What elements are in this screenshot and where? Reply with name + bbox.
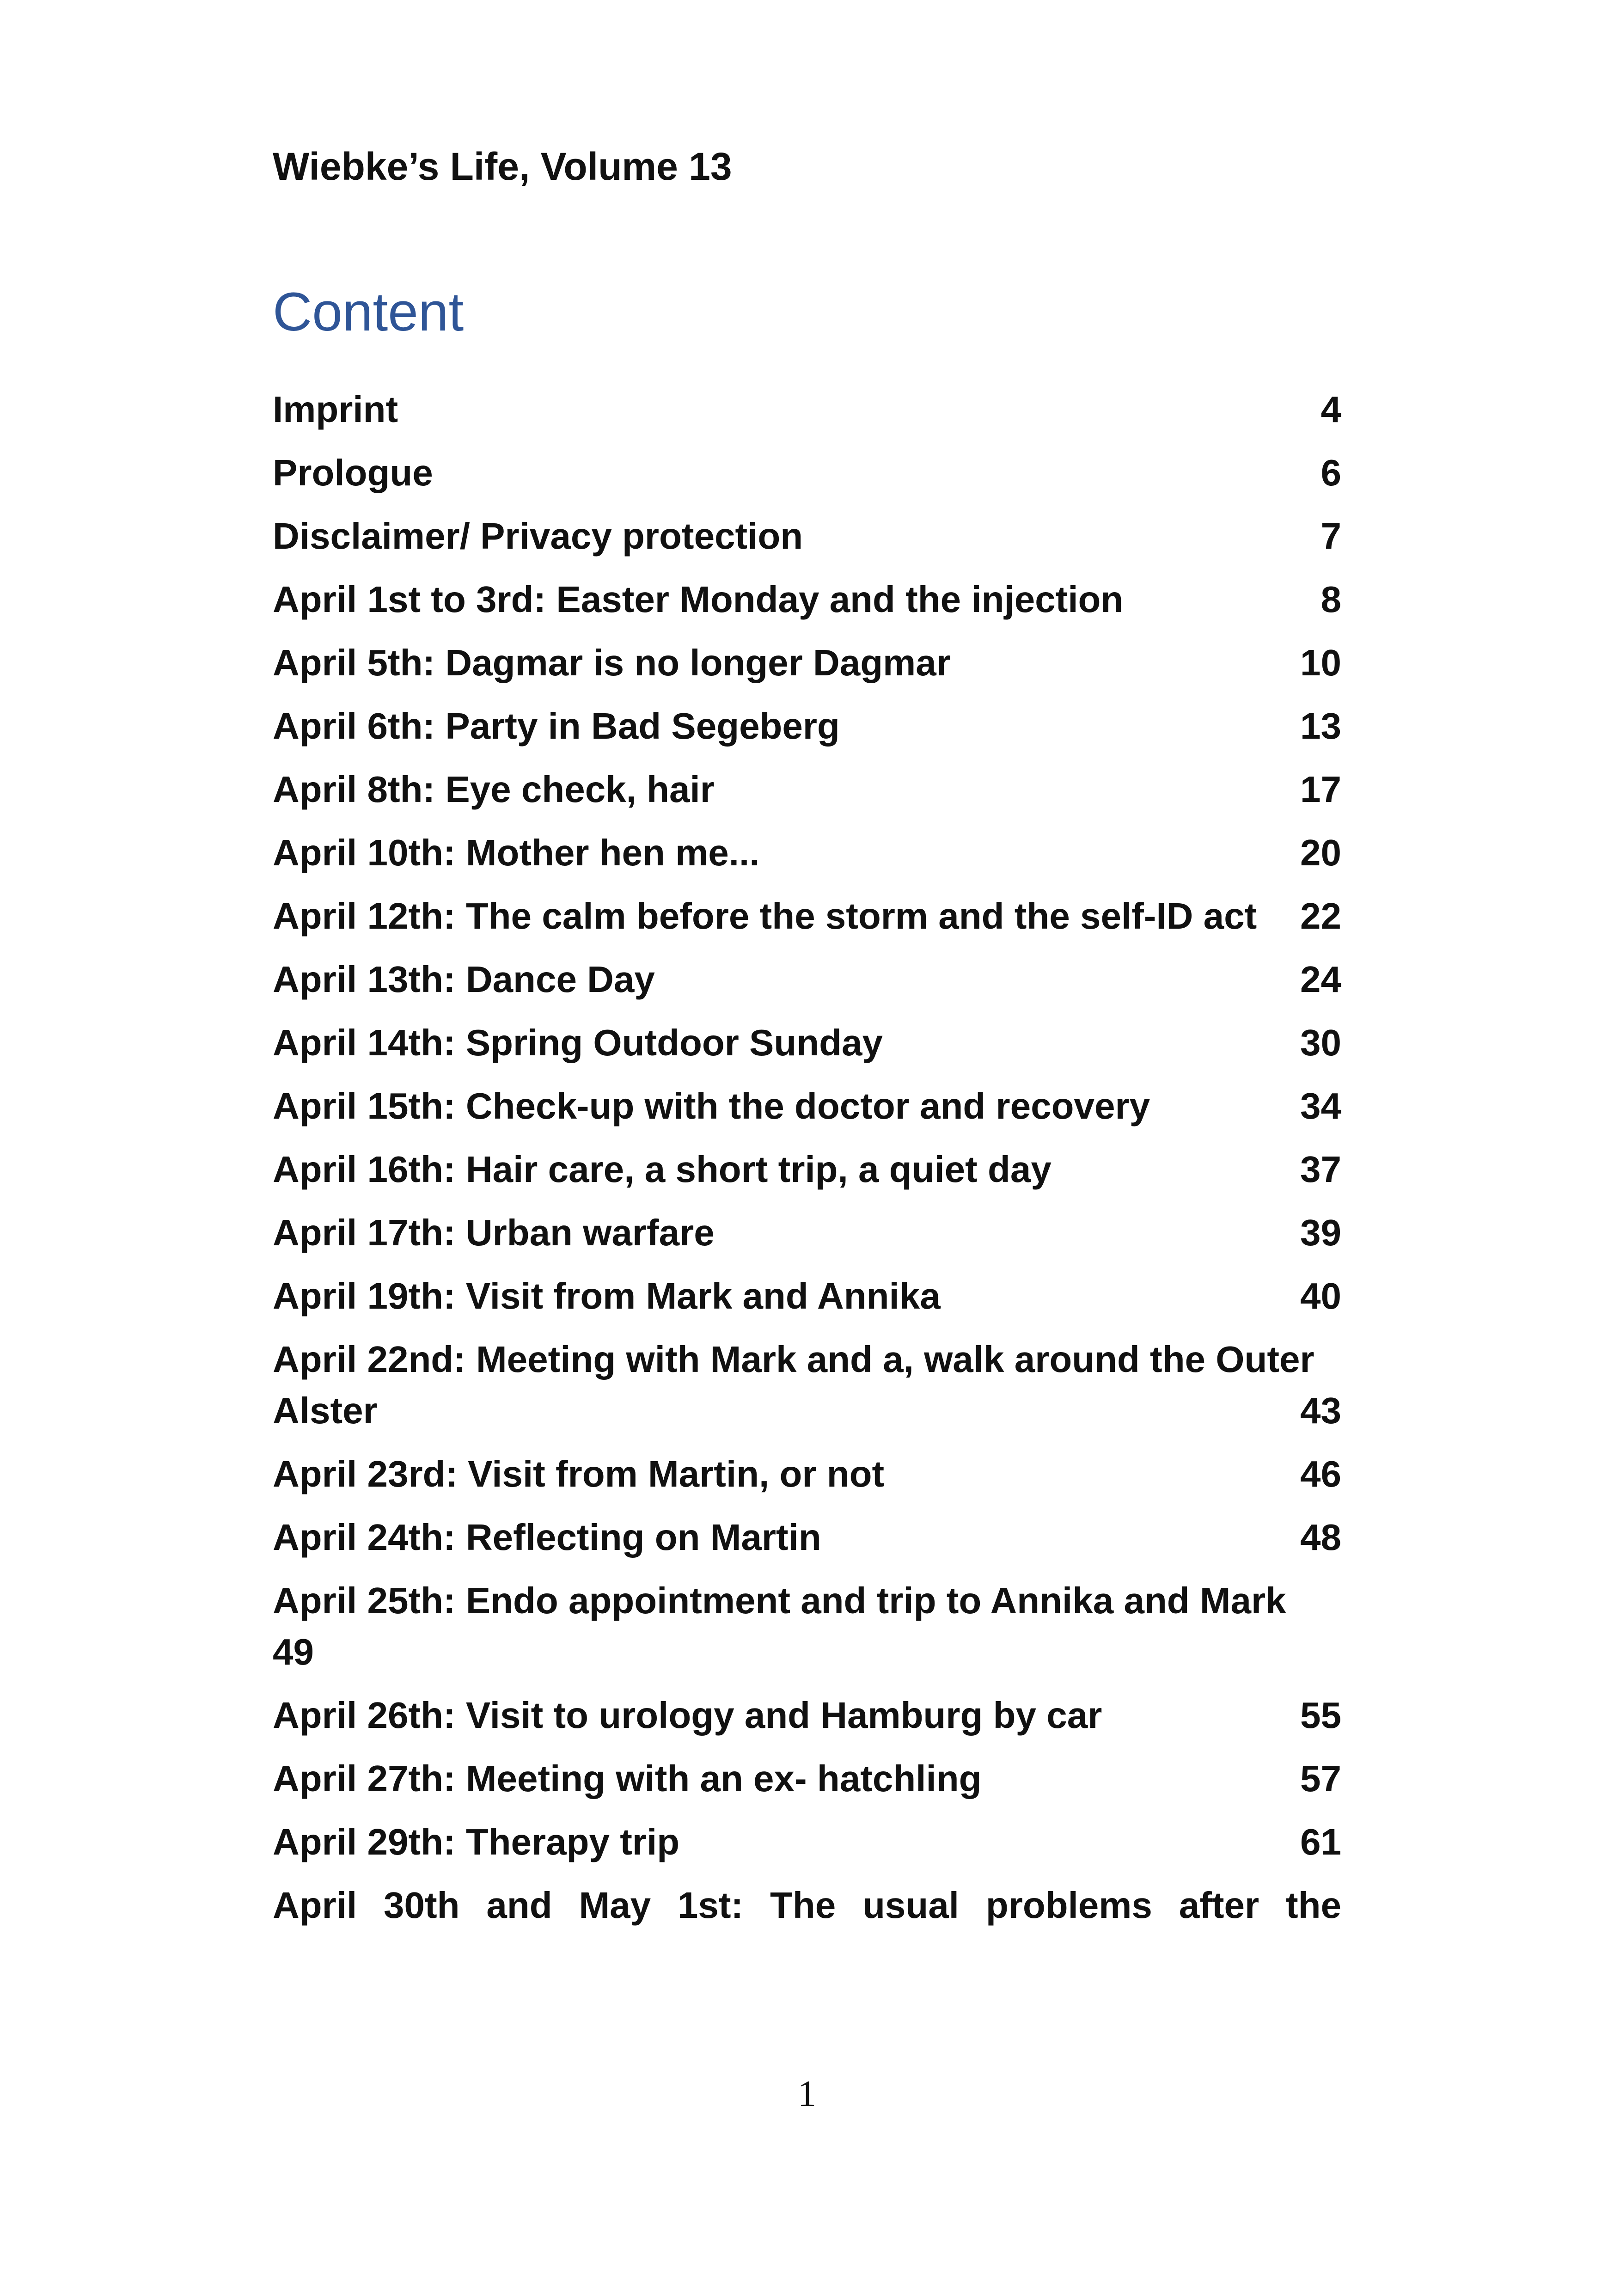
toc-entry-page: 57 <box>1300 1758 1341 1799</box>
toc-entry[interactable] <box>273 764 1341 815</box>
toc-entry[interactable] <box>273 1690 1341 1741</box>
toc-entry-page: 13 <box>1300 705 1341 747</box>
toc-entry[interactable] <box>273 1144 1341 1195</box>
toc-entry-page: 37 <box>1300 1149 1341 1190</box>
toc-entry-title: April 22nd: Meeting with Mark and a, walk around the Outer Alster <box>273 1339 1314 1431</box>
toc-entry[interactable] <box>273 384 1341 435</box>
toc-entry[interactable] <box>273 1753 1341 1804</box>
toc-entry[interactable] <box>273 1448 1341 1500</box>
toc-entry-page: 43 <box>1300 1390 1341 1431</box>
toc-entry-title: April 29th: Therapy trip <box>273 1821 680 1862</box>
toc-entry-title: April 13th: Dance Day <box>273 959 655 1000</box>
toc-entry-title: April 17th: Urban warfare <box>273 1212 715 1253</box>
toc-entry-title: Disclaimer/ Privacy protection <box>273 515 803 557</box>
toc-heading: Content <box>273 282 464 343</box>
toc-entry-page: 6 <box>1321 452 1341 493</box>
toc-entry-title: April 14th: Spring Outdoor Sunday <box>273 1022 883 1063</box>
toc-entry-page: 39 <box>1300 1212 1341 1253</box>
toc-entry-page: 17 <box>1300 769 1341 810</box>
toc-entry[interactable] <box>273 1080 1341 1132</box>
toc-entry[interactable] <box>273 954 1341 1005</box>
toc-entry-title: April 1st to 3rd: Easter Monday and the injection <box>273 579 1124 620</box>
toc-entry-page: 10 <box>1300 642 1341 683</box>
toc-entry-title: April 15th: Check-up with the doctor and recovery <box>273 1085 1150 1127</box>
toc-entry-title: April 26th: Visit to urology and Hamburg by car <box>273 1695 1102 1736</box>
toc-entry-title: Imprint <box>273 389 398 430</box>
toc-entry[interactable] <box>273 700 1341 752</box>
toc-entry[interactable] <box>273 1816 1341 1867</box>
toc-entry[interactable] <box>273 574 1341 625</box>
toc-entry-title: April 19th: Visit from Mark and Annika <box>273 1275 941 1316</box>
table-of-contents <box>273 384 1341 1943</box>
toc-entry[interactable] <box>273 1575 1341 1678</box>
toc-entry[interactable] <box>273 510 1341 562</box>
toc-entry-page: 22 <box>1300 895 1341 937</box>
toc-entry-page: 48 <box>1300 1517 1341 1558</box>
toc-entry-page: 20 <box>1300 832 1341 873</box>
toc-entry-page: 61 <box>1300 1821 1341 1862</box>
toc-entry-page: 40 <box>1300 1275 1341 1316</box>
toc-entry-title: April 30th and May 1st: The usual problems after the <box>273 1885 1341 1926</box>
toc-entry-page: 7 <box>1321 515 1341 557</box>
toc-entry-title: April 12th: The calm before the storm and the self-ID act <box>273 895 1257 937</box>
toc-entry[interactable] <box>273 890 1341 942</box>
toc-entry[interactable] <box>273 1270 1341 1322</box>
toc-entry-title: April 25th: Endo appointment and trip to Annika and Mark <box>273 1580 1286 1621</box>
toc-entry-title: Prologue <box>273 452 433 493</box>
toc-entry[interactable] <box>273 1334 1341 1436</box>
toc-entry[interactable] <box>273 827 1341 878</box>
toc-entry-title: April 6th: Party in Bad Segeberg <box>273 705 840 747</box>
book-title: Wiebke’s Life, Volume 13 <box>273 145 732 188</box>
toc-entry-title: April 8th: Eye check, hair <box>273 769 715 810</box>
toc-entry-page: 49 <box>273 1631 314 1672</box>
page-number: 1 <box>798 2074 816 2114</box>
toc-entry[interactable] <box>273 447 1341 498</box>
toc-entry-title: April 5th: Dagmar is no longer Dagmar <box>273 642 951 683</box>
toc-entry-page: 55 <box>1300 1695 1341 1736</box>
toc-entry-page: 34 <box>1300 1085 1341 1127</box>
toc-entry-title: April 10th: Mother hen me... <box>273 832 760 873</box>
toc-entry-title: April 16th: Hair care, a short trip, a quiet day <box>273 1149 1052 1190</box>
toc-entry[interactable] <box>273 1207 1341 1258</box>
toc-entry-page: 46 <box>1300 1453 1341 1494</box>
toc-entry[interactable] <box>273 1512 1341 1563</box>
toc-entry-page: 24 <box>1300 959 1341 1000</box>
toc-entry-title: April 24th: Reflecting on Martin <box>273 1517 821 1558</box>
toc-entry-title: April 23rd: Visit from Martin, or not <box>273 1453 885 1494</box>
toc-entry[interactable] <box>273 1017 1341 1068</box>
toc-entry-page: 4 <box>1321 389 1341 430</box>
toc-entry-title: April 27th: Meeting with an ex- hatchling <box>273 1758 982 1799</box>
toc-entry-page: 8 <box>1321 579 1341 620</box>
toc-entry[interactable] <box>273 637 1341 688</box>
toc-entry-page: 30 <box>1300 1022 1341 1063</box>
toc-entry[interactable] <box>273 1880 1341 1931</box>
